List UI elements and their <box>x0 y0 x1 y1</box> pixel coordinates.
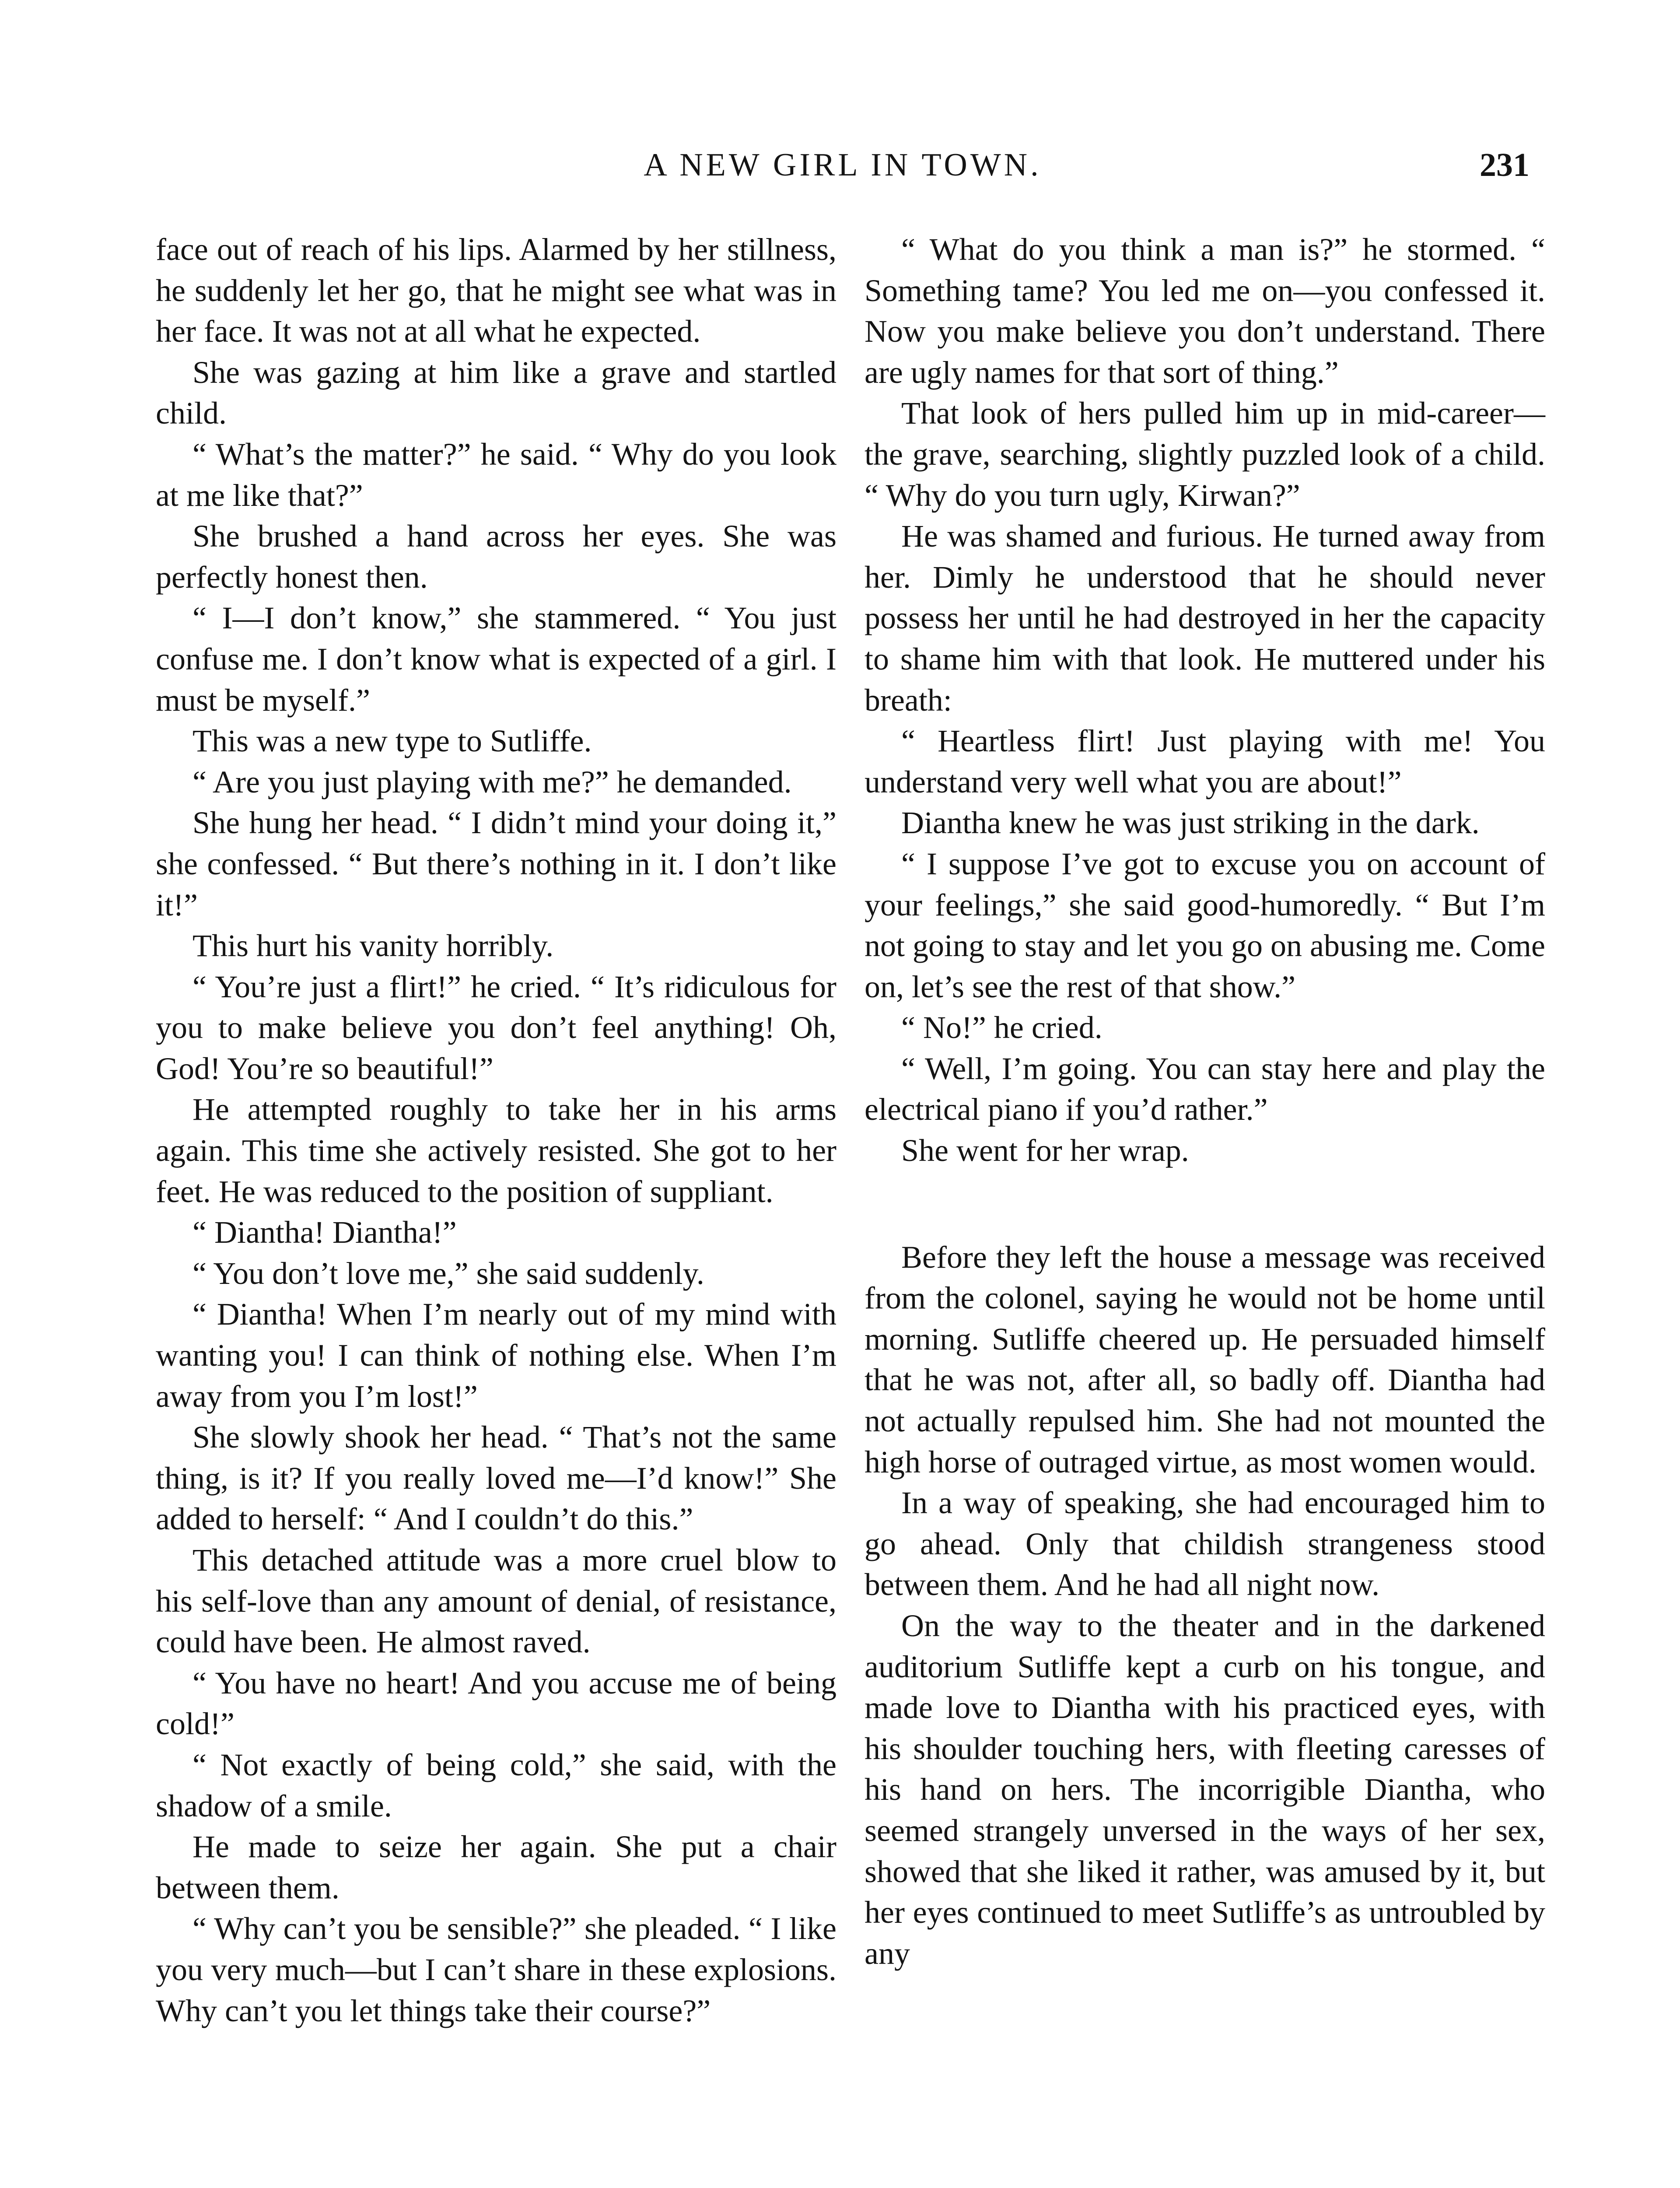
paragraph: “ I suppose I’ve got to excuse you on account of your feelings,” she said good-humoredly. “ But I’m not going to stay and let you go on abusing me. Come on, let’s see the rest of that show.” <box>864 846 1545 1004</box>
paragraph: “ Not exactly of being cold,” she said, with the shadow of a smile. <box>156 1747 836 1823</box>
paragraph: “ You’re just a flirt!” he cried. “ It’s ridiculous for you to make believe you don’t feel anything! Oh, God! You’re so beautiful!” <box>156 969 836 1086</box>
left-column <box>156 229 836 2031</box>
paragraph: “ Diantha! Diantha!” <box>192 1215 457 1250</box>
paragraph: That look of hers pulled him up in mid-career—the grave, searching, slightly puzzled look of a child. “ Why do you turn ugly, Kirwan?” <box>864 396 1545 513</box>
paragraph: Before they left the house a message was received from the colonel, saying he would not be home until morning. Sutliffe cheered up. He persuaded himself that he was not, after all, so badly off. Diantha had not actually repulsed him. She had not mounted the high horse of outraged virtue, as most women would. <box>864 1239 1545 1480</box>
paragraph: “ Heartless flirt! Just playing with me! You understand very well what you are about!” <box>864 723 1545 799</box>
paragraph: He attempted roughly to take her in his arms again. This time she actively resisted. She got to her feet. He was reduced to the position of suppliant. <box>156 1092 836 1209</box>
paragraph: She was gazing at him like a grave and startled child. <box>156 354 836 431</box>
paragraph: In a way of speaking, she had encouraged him to go ahead. Only that childish strangeness stood between them. And he had all night now. <box>864 1485 1545 1602</box>
paragraph: face out of reach of his lips. Alarmed by her stillness, he suddenly let her go, that he might see what was in her face. It was not at all what he expected. <box>156 232 836 349</box>
paragraph: “ Diantha! When I’m nearly out of my mind with wanting you! I can think of nothing else. When I’m away from you I’m lost!” <box>156 1297 836 1414</box>
paragraph: “ Well, I’m going. You can stay here and play the electrical piano if you’d rather.” <box>864 1051 1545 1127</box>
running-head <box>156 141 1530 189</box>
paragraph: She slowly shook her head. “ That’s not the same thing, is it? If you really loved me—I’d know!” She added to herself: “ And I couldn’t do this.” <box>156 1420 836 1537</box>
paragraph: He was shamed and furious. He turned away from her. Dimly he understood that he should never possess her until he had destroyed in her the capacity to shame him with that look. He muttered under his breath: <box>864 519 1545 718</box>
right-column <box>864 229 1545 1974</box>
paragraph: He made to seize her again. She put a chair between them. <box>156 1829 836 1905</box>
running-title: A NEW GIRL IN TOWN. <box>644 147 1042 183</box>
paragraph: She hung her head. “ I didn’t mind your doing it,” she confessed. “ But there’s nothing in it. I don’t like it!” <box>156 805 836 922</box>
paragraph: “ Why can’t you be sensible?” she pleaded. “ I like you very much—but I can’t share in these explosions. Why can’t you let things take their course?” <box>156 1911 836 2028</box>
paragraph: “ I—I don’t know,” she stammered. “ You just confuse me. I don’t know what is expected of a girl. I must be myself.” <box>156 600 836 718</box>
paragraph: This detached attitude was a more cruel blow to his self-love than any amount of denial, of resistance, could have been. He almost raved. <box>156 1543 836 1660</box>
paragraph: She brushed a hand across her eyes. She was perfectly honest then. <box>156 519 836 595</box>
paragraph: “ Are you just playing with me?” he demanded. <box>192 764 792 799</box>
page-number: 231 <box>1480 147 1530 183</box>
paragraph: This was a new type to Sutliffe. <box>192 723 592 759</box>
paragraph: “ You have no heart! And you accuse me of being cold!” <box>156 1665 836 1742</box>
paragraph: This hurt his vanity horribly. <box>192 928 554 964</box>
paragraph: On the way to the theater and in the darkened auditorium Sutliffe kept a curb on his tongue, and made love to Diantha with his practiced eyes, with his shoulder touching hers, with fleeting caresses of his hand on hers. The incorrigible Diantha, who seemed strangely unversed in the ways of her sex, showed that she liked it rather, was amused by it, but her eyes continued to meet Sutliffe’s as untroubled by any <box>864 1608 1545 1971</box>
paragraph: Diantha knew he was just striking in the dark. <box>901 805 1480 841</box>
paragraph: “ What’s the matter?” he said. “ Why do you look at me like that?” <box>156 436 836 513</box>
paragraph: “ No!” he cried. <box>901 1010 1102 1045</box>
paragraph: “ You don’t love me,” she said suddenly. <box>192 1255 704 1291</box>
paragraph: She went for her wrap. <box>901 1133 1189 1168</box>
paragraph: “ What do you think a man is?” he stormed. “ Something tame? You led me on—you confessed it. Now you make believe you don’t understand. There are ugly names for that sort of thing.” <box>864 232 1545 390</box>
